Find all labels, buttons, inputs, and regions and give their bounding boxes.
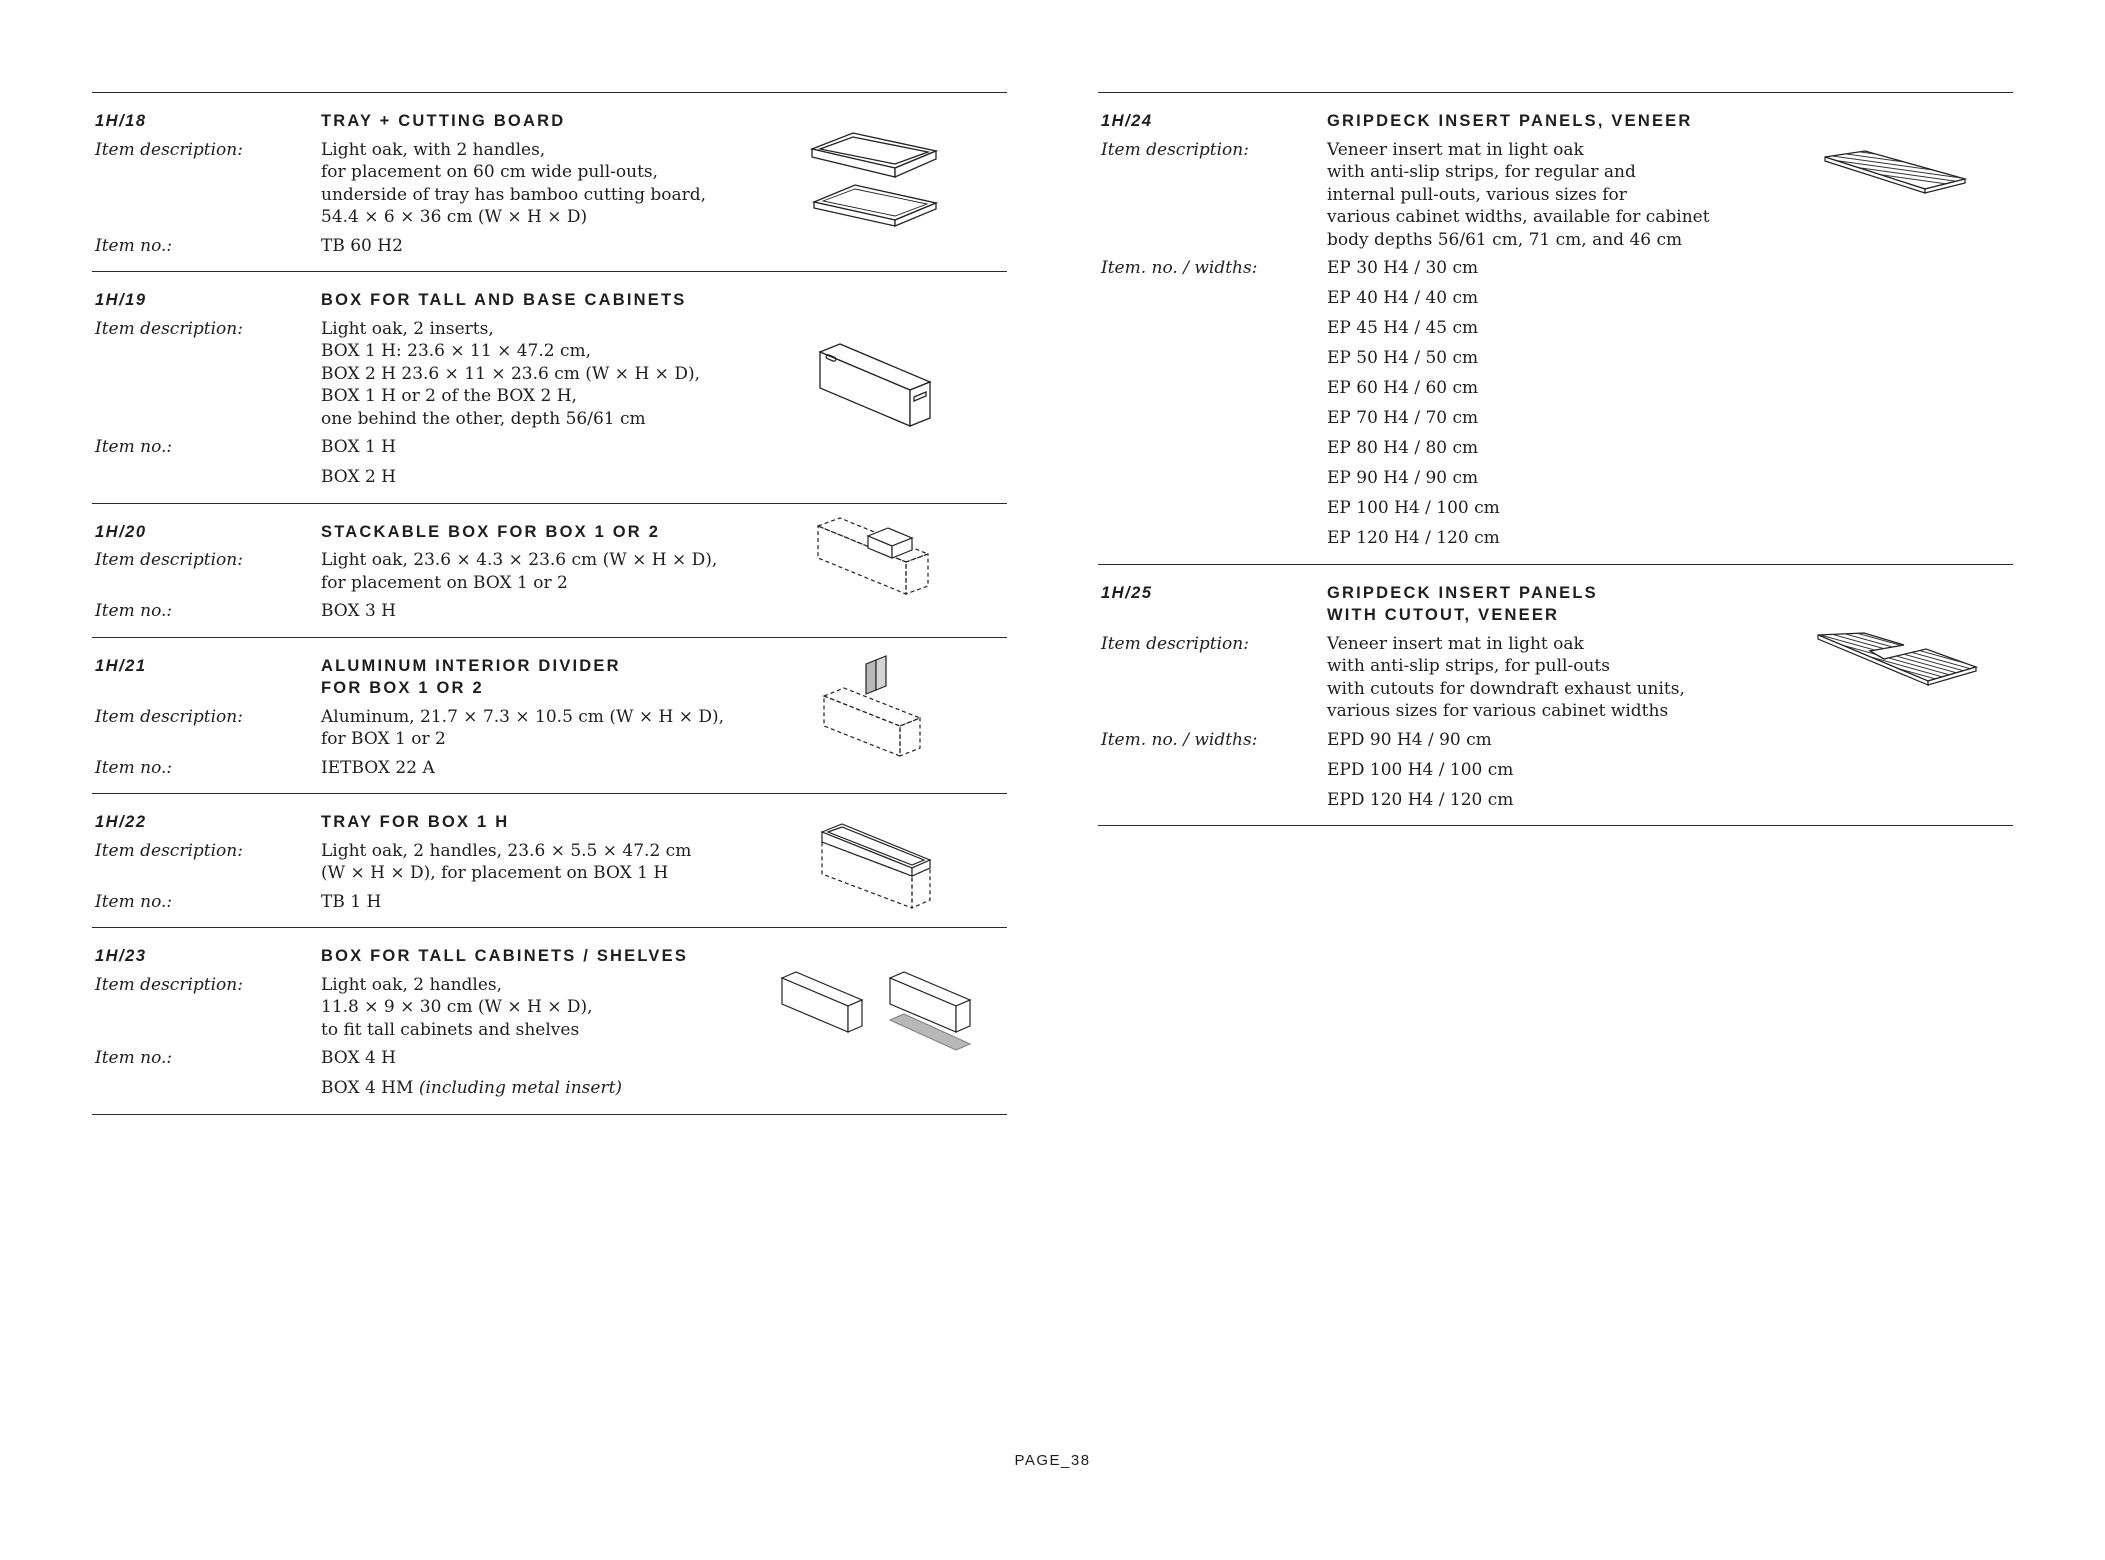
- description-line: to fit tall cabinets and shelves: [321, 1019, 580, 1040]
- item-number: EP 100 H4 / 100 cm: [1327, 498, 1500, 518]
- description-line: Light oak, with 2 handles,: [321, 139, 546, 160]
- item-number: EPD 100 H4 / 100 cm: [1327, 759, 1514, 780]
- item-number: EPD 120 H4 / 120 cm: [1327, 789, 1514, 810]
- description-text: [321, 549, 717, 594]
- description-line: Light oak, 23.6 × 4.3 × 23.6 cm (W × H × D),: [321, 550, 718, 570]
- item-no-label: Item no.:: [95, 437, 173, 457]
- tray-on-box-icon: [820, 822, 940, 917]
- description-line: for placement on 60 cm wide pull-outs,: [321, 162, 659, 182]
- description-line: BOX 1 H or 2 of the BOX 2 H,: [321, 386, 577, 406]
- description-label: Item description:: [1101, 139, 1249, 160]
- description-label: Item description:: [95, 706, 243, 727]
- product-title: BOX FOR TALL AND BASE CABINETS: [321, 291, 687, 309]
- item-number-note: (including metal insert): [418, 1078, 623, 1098]
- product-code: 1H/20: [95, 522, 147, 541]
- item-number: EP 40 H4 / 40 cm: [1327, 288, 1479, 308]
- product-entry-1h-20: [92, 503, 1007, 637]
- description-line: with cutouts for downdraft exhaust units,: [1327, 678, 1685, 699]
- long-box-icon: [818, 342, 938, 432]
- description-label: Item description:: [95, 139, 243, 160]
- product-entry-1h-25: [1098, 564, 2013, 827]
- tray-and-cutting-board-icon: [810, 133, 940, 243]
- item-number-list: [321, 600, 396, 623]
- divider-icon: [822, 652, 932, 762]
- product-code: 1H/23: [95, 947, 147, 965]
- item-number: TB 60 H2: [321, 235, 403, 256]
- item-number-list: [321, 436, 396, 489]
- item-number: EP 90 H4 / 90 cm: [1327, 468, 1479, 488]
- item-widths-label: Item. no. / widths:: [1101, 729, 1258, 750]
- product-code: 1H/18: [95, 112, 147, 130]
- description-text: [321, 974, 593, 1042]
- description-line: Light oak, 2 inserts,: [321, 318, 494, 339]
- description-text: [321, 840, 691, 885]
- description-line: Aluminum, 21.7 × 7.3 × 10.5 cm (W × H × D),: [321, 706, 725, 727]
- item-number: EP 50 H4 / 50 cm: [1327, 348, 1479, 368]
- product-title: ALUMINUM INTERIOR DIVIDER FOR BOX 1 OR 2: [321, 656, 621, 697]
- insert-panel-icon: [1823, 149, 1973, 194]
- item-number: EP 60 H4 / 60 cm: [1327, 378, 1479, 398]
- item-number: [321, 1077, 622, 1100]
- description-label: Item description:: [1101, 633, 1249, 654]
- description-line: body depths 56/61 cm, 71 cm, and 46 cm: [1327, 229, 1683, 250]
- product-entry-1h-19: [92, 271, 1007, 503]
- item-number: EP 45 H4 / 45 cm: [1327, 318, 1479, 338]
- product-code: 1H/25: [1101, 583, 1153, 602]
- description-line: for placement on BOX 1 or 2: [321, 572, 568, 593]
- product-code: 1H/19: [95, 291, 147, 309]
- page-number: PAGE_38: [1014, 1452, 1091, 1469]
- description-line: with anti-slip strips, for regular and: [1327, 162, 1636, 182]
- right-column: [1098, 92, 2013, 826]
- description-text: [321, 706, 724, 751]
- description-line: Veneer insert mat in light oak: [1327, 139, 1584, 160]
- item-number: EP 30 H4 / 30 cm: [1327, 258, 1479, 278]
- description-line: internal pull-outs, various sizes for: [1327, 184, 1627, 205]
- description-line: Veneer insert mat in light oak: [1327, 633, 1584, 654]
- description-line: Light oak, 2 handles,: [321, 974, 503, 995]
- item-number: TB 1 H: [321, 891, 382, 912]
- description-line: one behind the other, depth 56/61 cm: [321, 408, 646, 429]
- description-text: [321, 318, 700, 431]
- description-label: Item description:: [95, 974, 243, 995]
- item-no-label: Item no.:: [95, 601, 173, 621]
- item-number-list: [1327, 257, 1500, 550]
- description-line: underside of tray has bamboo cutting board,: [321, 184, 707, 205]
- description-line: various sizes for various cabinet widths: [1327, 701, 1669, 721]
- item-no-label: Item no.:: [95, 891, 173, 912]
- item-no-label: Item no.:: [95, 757, 173, 778]
- cutout-panel-icon: [1816, 631, 1981, 691]
- description-line: with anti-slip strips, for pull-outs: [1327, 656, 1610, 676]
- left-column: [92, 92, 1007, 1115]
- item-widths-label: Item. no. / widths:: [1101, 258, 1258, 278]
- product-title: TRAY + CUTTING BOARD: [321, 112, 566, 130]
- description-line: 11.8 × 9 × 30 cm (W × H × D),: [321, 997, 593, 1017]
- item-number-list: [321, 757, 435, 780]
- item-number: EP 70 H4 / 70 cm: [1327, 408, 1479, 428]
- description-line: (W × H × D), for placement on BOX 1 H: [321, 863, 669, 883]
- description-text: [321, 139, 706, 229]
- item-number: BOX 1 H: [321, 437, 396, 457]
- item-number: BOX 3 H: [321, 601, 396, 621]
- item-number: EP 80 H4 / 80 cm: [1327, 438, 1479, 458]
- product-entry-1h-23: [92, 927, 1007, 1115]
- product-entry-1h-24: [1098, 92, 2013, 564]
- description-line: for BOX 1 or 2: [321, 729, 446, 749]
- product-title: BOX FOR TALL CABINETS / SHELVES: [321, 947, 689, 965]
- description-text: [1327, 139, 1710, 252]
- product-code: 1H/24: [1101, 112, 1153, 130]
- product-title: STACKABLE BOX FOR BOX 1 OR 2: [321, 522, 661, 541]
- item-no-label: Item no.:: [95, 1048, 173, 1068]
- description-line: various cabinet widths, available for cabinet: [1327, 207, 1710, 227]
- description-label: Item description:: [95, 550, 243, 570]
- description-line: BOX 2 H 23.6 × 11 × 23.6 cm (W × H × D),: [321, 363, 700, 384]
- item-number: EP 120 H4 / 120 cm: [1327, 528, 1500, 548]
- description-text: [1327, 633, 1685, 723]
- description-line: 54.4 × 6 × 36 cm (W × H × D): [321, 207, 588, 227]
- stackable-box-icon: [816, 514, 946, 604]
- product-title: GRIPDECK INSERT PANELS WITH CUTOUT, VENEER: [1327, 583, 1598, 624]
- item-number: BOX 4 H: [321, 1048, 396, 1068]
- description-label: Item description:: [95, 840, 243, 861]
- small-boxes-icon: [780, 972, 980, 1068]
- item-number-list: [321, 891, 381, 914]
- item-number: EPD 90 H4 / 90 cm: [1327, 729, 1492, 750]
- product-code: 1H/21: [95, 656, 147, 675]
- item-number: IETBOX 22 A: [321, 757, 435, 778]
- product-title: TRAY FOR BOX 1 H: [321, 813, 510, 831]
- item-number: BOX 2 H: [321, 467, 396, 487]
- description-line: Light oak, 2 handles, 23.6 × 5.5 × 47.2 cm: [321, 840, 692, 861]
- item-no-label: Item no.:: [95, 235, 173, 256]
- product-title: GRIPDECK INSERT PANELS, VENEER: [1327, 112, 1693, 130]
- product-entry-1h-21: [92, 637, 1007, 794]
- description-label: Item description:: [95, 318, 243, 339]
- item-number-list: [1327, 729, 1513, 812]
- item-number-list: [321, 1047, 622, 1100]
- description-line: BOX 1 H: 23.6 × 11 × 47.2 cm,: [321, 341, 592, 361]
- product-code: 1H/22: [95, 813, 147, 831]
- product-entry-1h-18: [92, 92, 1007, 271]
- item-number-code: BOX 4 HM: [321, 1078, 414, 1098]
- product-entry-1h-22: [92, 793, 1007, 927]
- item-number-list: [321, 235, 403, 258]
